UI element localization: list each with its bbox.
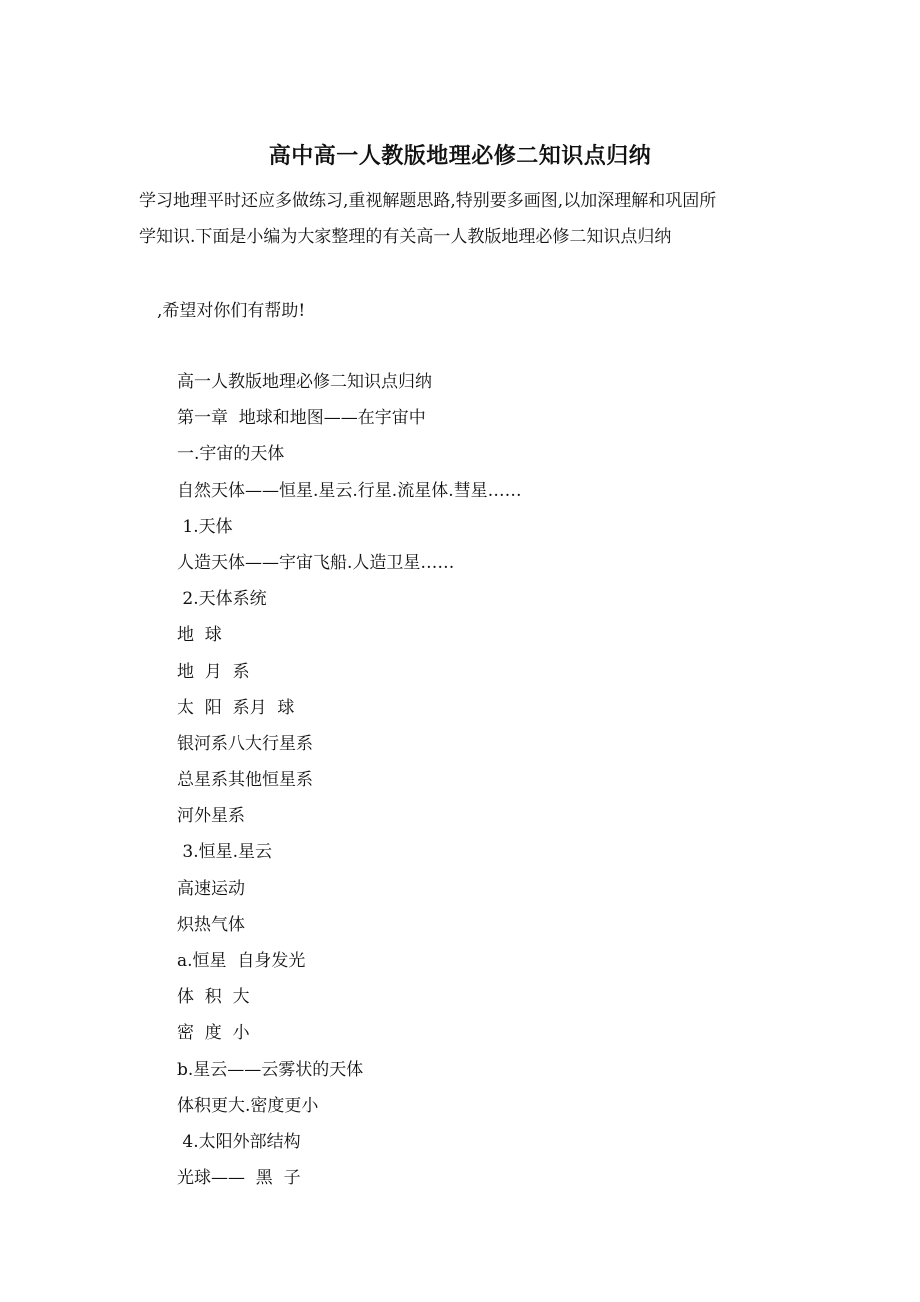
intro-tail: ,希望对你们有帮助! [157,301,306,321]
outline-line: a.恒星 自身发光 [177,951,306,971]
section-heading: 一.宇宙的天体 [177,444,285,465]
outline-line: 炽热气体 [177,914,245,935]
outline-line: 人造天体——宇宙飞船.人造卫星…… [177,552,455,573]
intro-line: 学习地理平时还应多做练习,重视解题思路,特别要多画图,以加深理解和巩固所 [139,191,717,211]
outline-subheading: 4.太阳外部结构 [177,1131,301,1152]
outline-line: 河外星系 [177,806,245,827]
intro-line: 学知识.下面是小编为大家整理的有关高一人教版地理必修二知识点归纳 [139,227,672,247]
outline-line: 太 阳 系月 球 [177,697,295,718]
intro-paragraph [139,183,789,255]
outline-line: 密 度 小 [177,1023,250,1044]
outline-heading: 高一人教版地理必修二知识点归纳 [177,372,432,392]
outline-line: 光球—— 黑 子 [177,1168,301,1189]
outline-subheading: 2.天体系统 [177,589,267,610]
outline-line: 地 月 系 [177,661,250,682]
outline-subheading: 1.天体 [177,516,233,537]
outline-line: 总星系其他恒星系 [177,770,313,791]
chapter-heading: 第一章 地球和地图——在宇宙中 [177,408,426,429]
outline-line: 体积更大.密度更小 [177,1095,319,1116]
outline-line: 银河系八大行星系 [177,733,313,754]
outline-subheading: 3.恒星.星云 [177,842,273,863]
outline-line: 地 球 [177,625,222,646]
outline-list [177,364,797,1196]
outline-line: 自然天体——恒星.星云.行星.流星体.彗星…… [177,480,522,501]
outline-line: 体 积 大 [177,987,250,1008]
outline-line: 高速运动 [177,878,245,899]
document-title: 高中高一人教版地理必修二知识点归纳 [268,143,652,169]
outline-line: b.星云——云雾状的天体 [177,1059,364,1080]
